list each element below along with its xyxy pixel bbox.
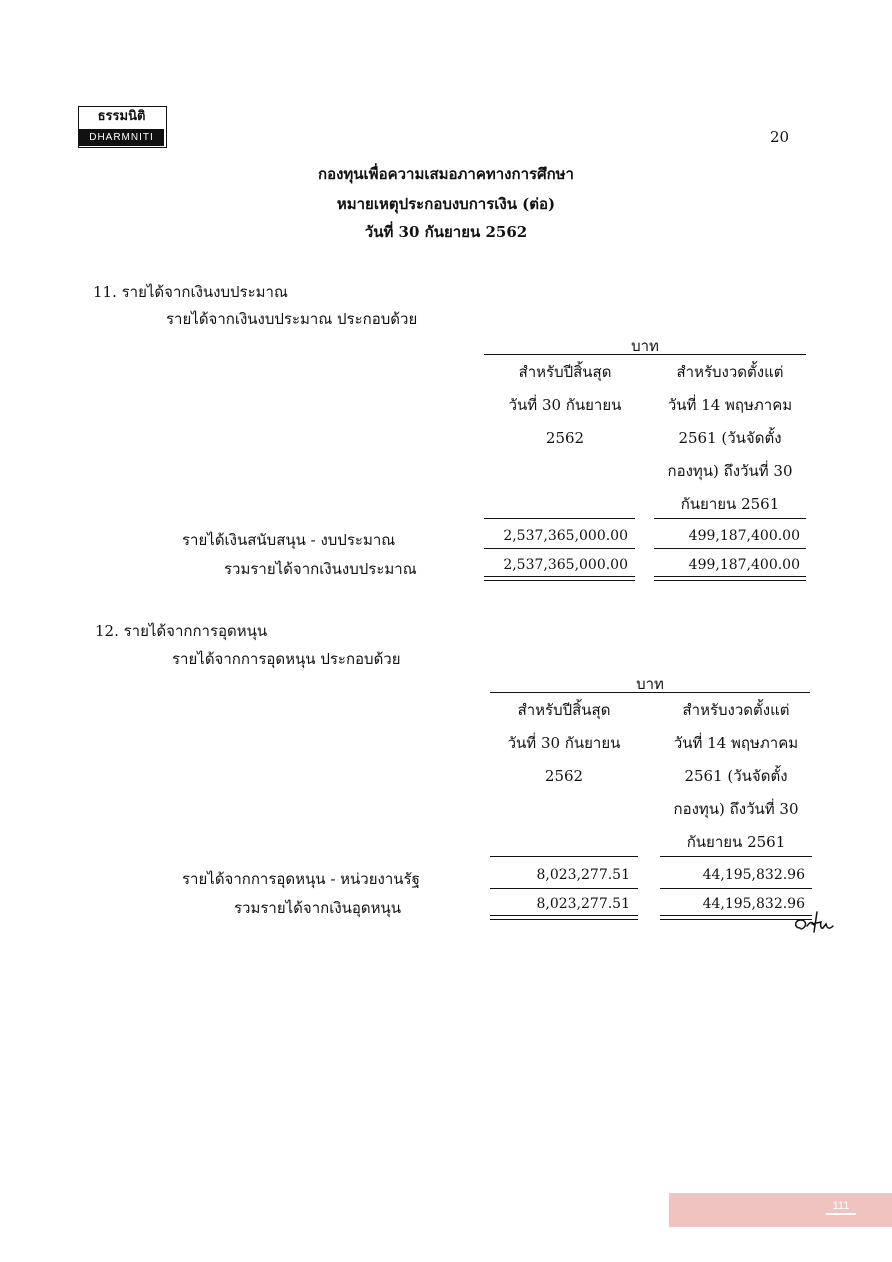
handwritten-initials-signature	[790, 908, 840, 938]
note11-col1-header-rule	[484, 518, 635, 519]
note11-row1-value-2561: 499,187,400.00	[688, 528, 800, 544]
note11-col2-header-rule	[654, 518, 806, 519]
note12-total-label: รวมรายได้จากเงินอุดหนุน	[234, 899, 402, 917]
note11-row1-value-2562: 2,537,365,000.00	[503, 528, 628, 544]
header-line: 2562	[544, 767, 584, 785]
header-line: วันที่ 30 กันยายน	[508, 396, 622, 414]
logo-english-text: DHARMNITI	[79, 129, 164, 146]
footer-page-number: 111	[826, 1200, 856, 1215]
note11-col2-header	[654, 356, 806, 521]
date-title: วันที่ 30 กันยายน 2562	[364, 223, 528, 241]
note11-subtotal-rule	[654, 548, 806, 549]
note12-currency-label: บาท	[636, 675, 664, 693]
note12-subheading: รายได้จากการอุดหนุน ประกอบด้วย	[172, 650, 401, 668]
note12-col1-header	[490, 694, 638, 793]
header-line: 2562	[545, 429, 585, 447]
note11-currency-label: บาท	[631, 337, 659, 355]
header-line: กองทุน) ถึงวันที่ 30	[667, 462, 793, 480]
page-number: 20	[770, 128, 790, 146]
note11-currency-underline	[484, 354, 806, 355]
note11-total-double-rule	[654, 576, 806, 581]
note11-heading: 11. รายได้จากเงินงบประมาณ	[93, 283, 288, 301]
header-line: สำหรับงวดตั้งแต่	[676, 363, 784, 381]
note11-subheading: รายได้จากเงินงบประมาณ ประกอบด้วย	[166, 310, 418, 328]
header-line: สำหรับปีสิ้นสุด	[517, 701, 611, 719]
header-line: วันที่ 14 พฤษภาคม	[667, 396, 793, 414]
header-line: สำหรับปีสิ้นสุด	[518, 363, 612, 381]
note12-col1-header-rule	[490, 856, 638, 857]
header-line: กันยายน 2561	[680, 495, 780, 513]
dharmniti-logo	[78, 106, 167, 148]
note12-total-value-2562: 8,023,277.51	[536, 896, 630, 912]
header-line: กันยายน 2561	[686, 833, 786, 851]
note12-row1-value-2561: 44,195,832.96	[702, 867, 805, 883]
note12-row1-value-2562: 8,023,277.51	[536, 867, 630, 883]
note12-subtotal-rule	[660, 888, 812, 889]
notes-title: หมายเหตุประกอบงบการเงิน (ต่อ)	[336, 195, 556, 213]
note11-total-value-2562: 2,537,365,000.00	[503, 557, 628, 573]
logo-thai-text: ธรรมนิติ	[97, 109, 146, 124]
note11-subtotal-rule	[484, 548, 635, 549]
header-line: วันที่ 30 กันยายน	[507, 734, 621, 752]
note11-total-label: รวมรายได้จากเงินงบประมาณ	[224, 560, 417, 578]
header-line: สำหรับงวดตั้งแต่	[682, 701, 790, 719]
note11-col1-header	[484, 356, 646, 455]
note11-total-value-2561: 499,187,400.00	[688, 557, 800, 573]
note12-heading: 12. รายได้จากการอุดหนุน	[95, 622, 268, 640]
note12-col2-header	[660, 694, 812, 859]
note12-col2-header-rule	[660, 856, 812, 857]
footer-page-band	[669, 1193, 892, 1227]
note12-currency-underline	[490, 692, 810, 693]
note12-total-value-2561: 44,195,832.96	[702, 896, 805, 912]
header-line: วันที่ 14 พฤษภาคม	[673, 734, 799, 752]
fund-name-title: กองทุนเพื่อความเสมอภาคทางการศึกษา	[318, 165, 574, 183]
header-line: 2561 (วันจัดตั้ง	[684, 767, 788, 785]
note12-total-double-rule	[490, 915, 638, 920]
note11-row1-label: รายได้เงินสนับสนุน - งบประมาณ	[182, 531, 396, 549]
note11-total-double-rule	[484, 576, 635, 581]
note12-row1-label: รายได้จากการอุดหนุน - หน่วยงานรัฐ	[182, 870, 420, 888]
header-line: 2561 (วันจัดตั้ง	[678, 429, 782, 447]
note12-subtotal-rule	[490, 888, 638, 889]
header-line: กองทุน) ถึงวันที่ 30	[673, 800, 799, 818]
